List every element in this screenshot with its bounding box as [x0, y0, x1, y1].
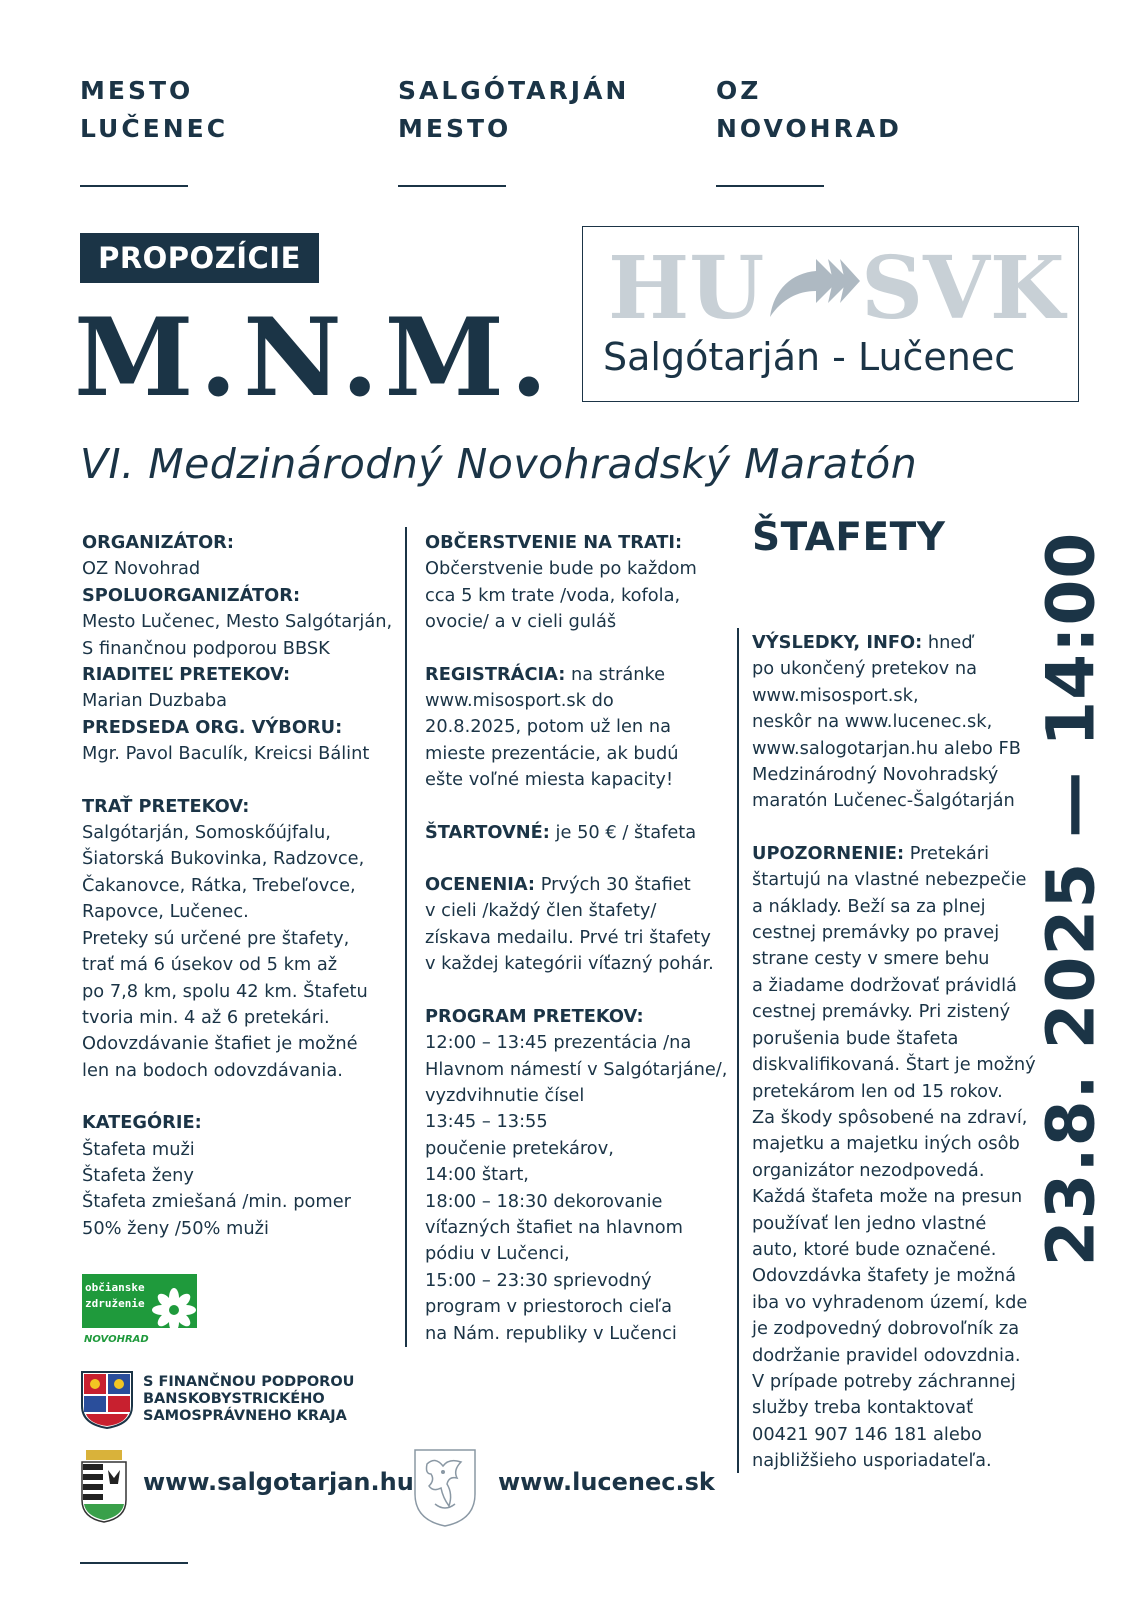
refreshment-heading: OBČERSTVENIE NA TRATI: — [425, 532, 683, 553]
bbsk-coat-of-arms-icon — [80, 1370, 134, 1430]
program-line: 13:45 – 13:55 — [425, 1111, 548, 1133]
logo-hu-text: HU — [608, 238, 765, 339]
results-line: www.misosport.sk, — [752, 684, 919, 706]
program-line: Hlavnom námestí v Salgótarjáne/, — [425, 1058, 728, 1080]
warning-line: dodržanie pravidel odovzdnia. — [752, 1344, 1021, 1366]
propozicie-badge: PROPOZÍCIE — [80, 233, 319, 283]
program-line: 15:00 – 23:30 sprievodný — [425, 1269, 652, 1291]
divider-rule — [716, 185, 824, 187]
oz-novohrad-logo — [82, 1274, 197, 1346]
warning-line: a náklady. Beží sa za plnej — [752, 895, 986, 917]
lucenec-coat-of-arms-icon — [413, 1448, 477, 1528]
warning-line: najbližšieho usporiadateľa. — [752, 1450, 992, 1472]
warning-line: organizátor nezodpovedá. — [752, 1159, 985, 1181]
program-line: 18:00 – 18:30 dekorovanie — [425, 1190, 663, 1212]
track-heading: TRAŤ PRETEKOV: — [82, 795, 250, 817]
oz-logo-line1: občianske — [85, 1281, 145, 1294]
event-subtitle: VI. Medzinárodný Novohradský Maratón — [80, 440, 918, 488]
track-line: trať má 6 úsekov od 5 km až — [82, 954, 338, 976]
program-line: program v priestoroch cieľa — [425, 1296, 673, 1318]
org-mesto-lucenec: MESTO LUČENEC — [80, 76, 229, 143]
awards-heading: OCENENIA: — [425, 874, 536, 896]
hu-svk-logo — [582, 226, 1079, 402]
registration-line: www.misosport.sk do — [425, 690, 614, 712]
director-text: Marian Duzbaba — [82, 690, 227, 712]
logo-svk-text: SVK — [861, 238, 1065, 339]
director-heading: RIADITEĽ PRETEKOV: — [82, 664, 291, 686]
warning-text: Pretekári — [904, 842, 990, 864]
categories-heading: KATEGÓRIE: — [82, 1112, 202, 1134]
warning-line: V prípade potreby záchrannej — [752, 1370, 1016, 1392]
web-salgotarjan-link[interactable]: www.salgotarjan.hu — [143, 1468, 414, 1496]
fee-heading: ŠTARTOVNÉ: — [425, 821, 550, 843]
refreshment-line: ovocie/ a v cieli guláš — [425, 611, 617, 633]
warning-line: diskvalifikovaná. Štart je možný — [752, 1054, 1036, 1076]
right-column — [752, 630, 1042, 1475]
oz-logo-name: NOVOHRAD — [84, 1334, 149, 1345]
results-line: neskôr na www.lucenec.sk, — [752, 711, 993, 733]
warning-line: porušenia bude štafeta — [752, 1027, 959, 1049]
registration-line: 20.8.2025, potom už len na — [425, 716, 672, 738]
results-line: www.salogotarjan.hu alebo FB — [752, 737, 1021, 759]
awards-line: v cieli /každý člen štafety/ — [425, 900, 657, 922]
warning-line: majetku a majetku iných osôb — [752, 1133, 1020, 1155]
fee-text: je 50 € / štafeta — [549, 821, 697, 843]
org-oz-novohrad: OZ NOVOHRAD — [716, 76, 902, 143]
program-line: pódiu v Lučenci, — [425, 1243, 570, 1265]
program-line: víťazných štafiet na hlavnom — [425, 1216, 683, 1238]
warning-line: Za škody spôsobené na zdraví, — [752, 1106, 1028, 1128]
coorganizer-heading: SPOLUORGANIZÁTOR: — [82, 584, 301, 606]
warning-line: je zodpovedný dobrovoľník za — [752, 1318, 1020, 1340]
registration-text: na stránke — [565, 663, 666, 685]
org-salgotarjan-mesto: SALGÓTARJÁN MESTO — [398, 76, 630, 143]
warning-line: strane cesty v smere behu — [752, 948, 990, 970]
track-line: Čakanovce, Rátka, Trebeľovce, — [82, 874, 356, 896]
event-date-time: 23.8. 2025 — 14:00 — [1032, 531, 1110, 1267]
category-line: Štafeta muži — [82, 1138, 195, 1160]
track-line: Salgótarján, Somoskőújfalu, — [82, 822, 331, 844]
warning-line: a žiadame dodržovať právidlá — [752, 974, 1017, 996]
track-line: Rapovce, Lučenec. — [82, 901, 249, 923]
awards-line: v každej kategórii víťazný pohár. — [425, 953, 714, 975]
bbsk-support-text — [143, 1374, 354, 1425]
program-line: vyzdvihnutie čísel — [425, 1084, 585, 1106]
results-line: Medzinárodný Novohradský — [752, 764, 999, 786]
left-column — [82, 530, 397, 1242]
divider-rule — [398, 185, 506, 187]
salgotarjan-coat-of-arms-icon — [80, 1450, 128, 1524]
middle-column — [425, 530, 735, 1347]
arrow-logo-icon — [766, 251, 861, 321]
bbsk-line: SAMOSPRÁVNEHO KRAJA — [143, 1408, 347, 1424]
warning-line: cestnej premávky. Pri zistený — [752, 1001, 1011, 1023]
program-line: 12:00 – 13:45 prezentácia /na — [425, 1032, 692, 1054]
track-line: Šiatorská Bukovinka, Radzovce, — [82, 848, 365, 870]
warning-line: cestnej premávky po pravej — [752, 922, 1000, 944]
logo-cities-text: Salgótarján - Lučenec — [603, 335, 1016, 379]
awards-line: získava medailu. Prvé tri štafety — [425, 926, 711, 948]
program-heading: PROGRAM PRETEKOV: — [425, 1005, 644, 1027]
refreshment-line: Občerstvenie bude po každom — [425, 558, 697, 580]
results-line: maratón Lučenec-Šalgótarján — [752, 790, 1015, 812]
category-line: 50% ženy /50% muži — [82, 1217, 269, 1239]
section-title-stafety: ŠTAFETY — [752, 515, 946, 560]
warning-line: auto, ktoré bude označené. — [752, 1238, 997, 1260]
track-line: len na bodoch odovzdávania. — [82, 1059, 343, 1081]
main-title: M.N.M. — [74, 295, 554, 421]
web-lucenec-link[interactable]: www.lucenec.sk — [498, 1468, 715, 1496]
results-line: po ukončený pretekov na — [752, 658, 977, 680]
coorganizer-text: Mesto Lučenec, Mesto Salgótarján, — [82, 611, 393, 633]
bbsk-line: BANSKOBYSTRICKÉHO — [143, 1391, 325, 1407]
warning-line: 00421 907 146 181 alebo — [752, 1423, 982, 1445]
warning-line: Každá štafeta može na presun — [752, 1186, 1023, 1208]
program-line: 14:00 štart, — [425, 1164, 529, 1186]
warning-line: iba vo vyhradenom území, kde — [752, 1291, 1028, 1313]
program-line: na Nám. republiky v Lučenci — [425, 1322, 677, 1344]
track-line: tvoria min. 4 až 6 pretekári. — [82, 1006, 330, 1028]
divider-rule — [80, 185, 188, 187]
category-line: Štafeta zmiešaná /min. pomer — [82, 1191, 351, 1213]
column-divider — [737, 628, 739, 1473]
organizer-heading: ORGANIZÁTOR: — [82, 532, 234, 553]
refreshment-line: cca 5 km trate /voda, kofola, — [425, 584, 681, 606]
coorganizer-text: S finančnou podporou BBSK — [82, 637, 330, 659]
registration-line: ešte voľné miesta kapacity! — [425, 769, 674, 791]
oz-logo-line2: združenie — [85, 1297, 145, 1310]
chair-heading: PREDSEDA ORG. VÝBORU: — [82, 716, 343, 738]
results-text: hneď — [922, 632, 973, 653]
bbsk-line: S FINANČNOU PODPOROU — [143, 1374, 355, 1390]
registration-heading: REGISTRÁCIA: — [425, 663, 566, 685]
track-line: po 7,8 km, spolu 42 km. Štafetu — [82, 980, 368, 1002]
results-heading: VÝSLEDKY, INFO: — [752, 632, 923, 653]
awards-text: Prvých 30 štafiet — [535, 874, 691, 896]
track-line: Odovzdávanie štafiet je možné — [82, 1033, 358, 1055]
organizer-text: OZ Novohrad — [82, 558, 201, 580]
warning-line: pretekárom len od 15 rokov. — [752, 1080, 1003, 1102]
column-divider — [405, 527, 407, 1347]
registration-line: mieste prezentácie, ak budú — [425, 742, 679, 764]
warning-line: Odovzdávka štafety je možná — [752, 1265, 1016, 1287]
divider-rule — [80, 1562, 188, 1564]
track-line: Preteky sú určené pre štafety, — [82, 927, 350, 949]
program-line: poučenie pretekárov, — [425, 1137, 614, 1159]
chair-text: Mgr. Pavol Baculík, Kreicsi Bálint — [82, 743, 370, 765]
warning-line: služby treba kontaktovať — [752, 1397, 974, 1419]
warning-heading: UPOZORNENIE: — [752, 842, 905, 864]
warning-line: štartujú na vlastné nebezpečie — [752, 869, 1027, 891]
warning-line: používať len jedno vlastné — [752, 1212, 987, 1234]
category-line: Štafeta ženy — [82, 1164, 194, 1186]
